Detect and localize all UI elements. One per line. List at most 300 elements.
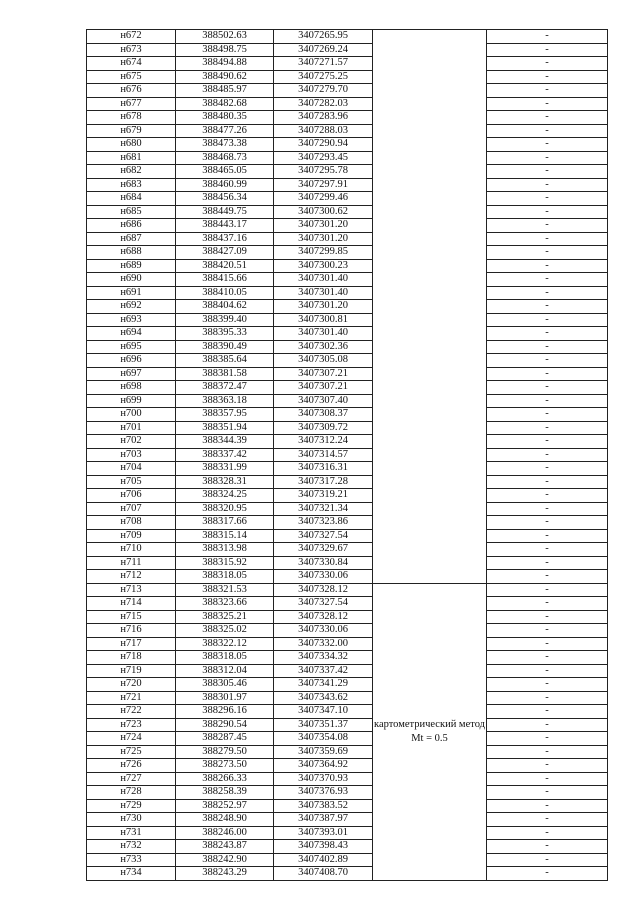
point-id-cell: н724	[87, 732, 176, 746]
x-coordinate-cell: 388456.34	[176, 192, 274, 206]
point-id-cell: н721	[87, 691, 176, 705]
x-coordinate-cell: 388317.66	[176, 516, 274, 530]
dash-cell: -	[487, 745, 608, 759]
dash-cell: -	[487, 70, 608, 84]
y-coordinate-cell: 3407302.36	[274, 340, 373, 354]
point-id-cell: н723	[87, 718, 176, 732]
dash-cell: -	[487, 718, 608, 732]
table-row	[87, 178, 608, 192]
table-row	[87, 394, 608, 408]
y-coordinate-cell: 3407334.32	[274, 651, 373, 665]
dash-cell: -	[487, 300, 608, 314]
table-row	[87, 57, 608, 71]
y-coordinate-cell: 3407265.95	[274, 30, 373, 44]
table-row	[87, 853, 608, 867]
coordinates-sheet	[86, 29, 604, 881]
x-coordinate-cell: 388465.05	[176, 165, 274, 179]
y-coordinate-cell: 3407319.21	[274, 489, 373, 503]
table-row	[87, 219, 608, 233]
dash-cell: -	[487, 286, 608, 300]
x-coordinate-cell: 388351.94	[176, 421, 274, 435]
y-coordinate-cell: 3407301.40	[274, 286, 373, 300]
x-coordinate-cell: 388313.98	[176, 543, 274, 557]
table-row	[87, 718, 608, 732]
table-row	[87, 826, 608, 840]
x-coordinate-cell: 388318.05	[176, 570, 274, 584]
x-coordinate-cell: 388287.45	[176, 732, 274, 746]
point-id-cell: н680	[87, 138, 176, 152]
y-coordinate-cell: 3407307.21	[274, 381, 373, 395]
y-coordinate-cell: 3407330.06	[274, 624, 373, 638]
point-id-cell: н684	[87, 192, 176, 206]
x-coordinate-cell: 388296.16	[176, 705, 274, 719]
dash-cell: -	[487, 124, 608, 138]
table-row	[87, 772, 608, 786]
point-id-cell: н712	[87, 570, 176, 584]
table-row	[87, 408, 608, 422]
table-row	[87, 516, 608, 530]
dash-cell: -	[487, 840, 608, 854]
point-id-cell: н706	[87, 489, 176, 503]
x-coordinate-cell: 388248.90	[176, 813, 274, 827]
point-id-cell: н705	[87, 475, 176, 489]
dash-cell: -	[487, 853, 608, 867]
y-coordinate-cell: 3407383.52	[274, 799, 373, 813]
table-row	[87, 867, 608, 881]
dash-cell: -	[487, 394, 608, 408]
table-row	[87, 259, 608, 273]
dash-cell: -	[487, 381, 608, 395]
table-row	[87, 583, 608, 597]
x-coordinate-cell: 388473.38	[176, 138, 274, 152]
y-coordinate-cell: 3407347.10	[274, 705, 373, 719]
x-coordinate-cell: 388437.16	[176, 232, 274, 246]
dash-cell: -	[487, 516, 608, 530]
x-coordinate-cell: 388410.05	[176, 286, 274, 300]
table-row	[87, 165, 608, 179]
dash-cell: -	[487, 151, 608, 165]
x-coordinate-cell: 388498.75	[176, 43, 274, 57]
dash-cell: -	[487, 219, 608, 233]
point-id-cell: н731	[87, 826, 176, 840]
point-id-cell: н685	[87, 205, 176, 219]
dash-cell: -	[487, 624, 608, 638]
x-coordinate-cell: 388305.46	[176, 678, 274, 692]
y-coordinate-cell: 3407359.69	[274, 745, 373, 759]
y-coordinate-cell: 3407332.00	[274, 637, 373, 651]
point-id-cell: н726	[87, 759, 176, 773]
y-coordinate-cell: 3407290.94	[274, 138, 373, 152]
x-coordinate-cell: 388502.63	[176, 30, 274, 44]
x-coordinate-cell: 388252.97	[176, 799, 274, 813]
x-coordinate-cell: 388363.18	[176, 394, 274, 408]
point-id-cell: н675	[87, 70, 176, 84]
y-coordinate-cell: 3407323.86	[274, 516, 373, 530]
y-coordinate-cell: 3407295.78	[274, 165, 373, 179]
point-id-cell: н710	[87, 543, 176, 557]
y-coordinate-cell: 3407301.20	[274, 232, 373, 246]
table-row	[87, 705, 608, 719]
dash-cell: -	[487, 340, 608, 354]
point-id-cell: н681	[87, 151, 176, 165]
dash-cell: -	[487, 867, 608, 881]
y-coordinate-cell: 3407330.84	[274, 556, 373, 570]
table-row	[87, 313, 608, 327]
point-id-cell: н711	[87, 556, 176, 570]
table-row	[87, 664, 608, 678]
y-coordinate-cell: 3407300.81	[274, 313, 373, 327]
y-coordinate-cell: 3407321.34	[274, 502, 373, 516]
dash-cell: -	[487, 664, 608, 678]
table-row	[87, 745, 608, 759]
table-row	[87, 840, 608, 854]
point-id-cell: н672	[87, 30, 176, 44]
point-id-cell: н727	[87, 772, 176, 786]
method-label: картометрический метод Mt = 0.5	[374, 718, 485, 744]
y-coordinate-cell: 3407301.40	[274, 273, 373, 287]
table-row	[87, 462, 608, 476]
y-coordinate-cell: 3407408.70	[274, 867, 373, 881]
table-row	[87, 637, 608, 651]
table-row	[87, 786, 608, 800]
x-coordinate-cell: 388381.58	[176, 367, 274, 381]
table-row	[87, 435, 608, 449]
y-coordinate-cell: 3407330.06	[274, 570, 373, 584]
y-coordinate-cell: 3407293.45	[274, 151, 373, 165]
x-coordinate-cell: 388266.33	[176, 772, 274, 786]
x-coordinate-cell: 388485.97	[176, 84, 274, 98]
x-coordinate-cell: 388494.88	[176, 57, 274, 71]
y-coordinate-cell: 3407312.24	[274, 435, 373, 449]
dash-cell: -	[487, 543, 608, 557]
y-coordinate-cell: 3407351.37	[274, 718, 373, 732]
dash-cell: -	[487, 475, 608, 489]
table-row	[87, 246, 608, 260]
table-row	[87, 678, 608, 692]
point-id-cell: н700	[87, 408, 176, 422]
dash-cell: -	[487, 597, 608, 611]
table-row	[87, 610, 608, 624]
table-row	[87, 732, 608, 746]
x-coordinate-cell: 388460.99	[176, 178, 274, 192]
y-coordinate-cell: 3407307.21	[274, 367, 373, 381]
point-id-cell: н701	[87, 421, 176, 435]
x-coordinate-cell: 388322.12	[176, 637, 274, 651]
x-coordinate-cell: 388324.25	[176, 489, 274, 503]
y-coordinate-cell: 3407282.03	[274, 97, 373, 111]
point-id-cell: н677	[87, 97, 176, 111]
x-coordinate-cell: 388258.39	[176, 786, 274, 800]
point-id-cell: н733	[87, 853, 176, 867]
dash-cell: -	[487, 759, 608, 773]
y-coordinate-cell: 3407387.97	[274, 813, 373, 827]
x-coordinate-cell: 388372.47	[176, 381, 274, 395]
table-row	[87, 30, 608, 44]
dash-cell: -	[487, 826, 608, 840]
dash-cell: -	[487, 43, 608, 57]
y-coordinate-cell: 3407279.70	[274, 84, 373, 98]
point-id-cell: н692	[87, 300, 176, 314]
x-coordinate-cell: 388443.17	[176, 219, 274, 233]
dash-cell: -	[487, 111, 608, 125]
coordinates-table-body	[87, 30, 608, 881]
x-coordinate-cell: 388315.92	[176, 556, 274, 570]
x-coordinate-cell: 388290.54	[176, 718, 274, 732]
dash-cell: -	[487, 273, 608, 287]
point-id-cell: н688	[87, 246, 176, 260]
y-coordinate-cell: 3407288.03	[274, 124, 373, 138]
table-row	[87, 70, 608, 84]
x-coordinate-cell: 388449.75	[176, 205, 274, 219]
x-coordinate-cell: 388246.00	[176, 826, 274, 840]
y-coordinate-cell: 3407316.31	[274, 462, 373, 476]
dash-cell: -	[487, 327, 608, 341]
point-id-cell: н696	[87, 354, 176, 368]
table-row	[87, 43, 608, 57]
table-row	[87, 300, 608, 314]
table-row	[87, 759, 608, 773]
y-coordinate-cell: 3407308.37	[274, 408, 373, 422]
point-id-cell: н693	[87, 313, 176, 327]
y-coordinate-cell: 3407327.54	[274, 597, 373, 611]
x-coordinate-cell: 388323.66	[176, 597, 274, 611]
y-coordinate-cell: 3407283.96	[274, 111, 373, 125]
point-id-cell: н722	[87, 705, 176, 719]
table-row	[87, 381, 608, 395]
point-id-cell: н732	[87, 840, 176, 854]
x-coordinate-cell: 388468.73	[176, 151, 274, 165]
table-row	[87, 340, 608, 354]
point-id-cell: н676	[87, 84, 176, 98]
point-id-cell: н717	[87, 637, 176, 651]
table-row	[87, 97, 608, 111]
point-id-cell: н687	[87, 232, 176, 246]
y-coordinate-cell: 3407271.57	[274, 57, 373, 71]
dash-cell: -	[487, 57, 608, 71]
point-id-cell: н694	[87, 327, 176, 341]
y-coordinate-cell: 3407297.91	[274, 178, 373, 192]
x-coordinate-cell: 388404.62	[176, 300, 274, 314]
x-coordinate-cell: 388337.42	[176, 448, 274, 462]
table-row	[87, 813, 608, 827]
table-row	[87, 529, 608, 543]
x-coordinate-cell: 388344.39	[176, 435, 274, 449]
y-coordinate-cell: 3407393.01	[274, 826, 373, 840]
y-coordinate-cell: 3407301.20	[274, 300, 373, 314]
y-coordinate-cell: 3407299.85	[274, 246, 373, 260]
point-id-cell: н709	[87, 529, 176, 543]
y-coordinate-cell: 3407328.12	[274, 610, 373, 624]
dash-cell: -	[487, 313, 608, 327]
x-coordinate-cell: 388420.51	[176, 259, 274, 273]
x-coordinate-cell: 388325.02	[176, 624, 274, 638]
dash-cell: -	[487, 192, 608, 206]
point-id-cell: н682	[87, 165, 176, 179]
dash-cell: -	[487, 799, 608, 813]
dash-cell: -	[487, 462, 608, 476]
x-coordinate-cell: 388399.40	[176, 313, 274, 327]
point-id-cell: н703	[87, 448, 176, 462]
table-row	[87, 502, 608, 516]
table-row	[87, 273, 608, 287]
dash-cell: -	[487, 138, 608, 152]
dash-cell: -	[487, 691, 608, 705]
x-coordinate-cell: 388243.87	[176, 840, 274, 854]
point-id-cell: н691	[87, 286, 176, 300]
dash-cell: -	[487, 732, 608, 746]
table-row	[87, 205, 608, 219]
dash-cell: -	[487, 651, 608, 665]
dash-cell: -	[487, 259, 608, 273]
x-coordinate-cell: 388279.50	[176, 745, 274, 759]
dash-cell: -	[487, 421, 608, 435]
point-id-cell: н707	[87, 502, 176, 516]
table-row	[87, 192, 608, 206]
dash-cell: -	[487, 570, 608, 584]
dash-cell: -	[487, 246, 608, 260]
point-id-cell: н678	[87, 111, 176, 125]
table-row	[87, 543, 608, 557]
x-coordinate-cell: 388318.05	[176, 651, 274, 665]
point-id-cell: н673	[87, 43, 176, 57]
dash-cell: -	[487, 705, 608, 719]
table-row	[87, 367, 608, 381]
y-coordinate-cell: 3407305.08	[274, 354, 373, 368]
point-id-cell: н713	[87, 583, 176, 597]
dash-cell: -	[487, 583, 608, 597]
dash-cell: -	[487, 813, 608, 827]
y-coordinate-cell: 3407301.40	[274, 327, 373, 341]
table-row	[87, 489, 608, 503]
dash-cell: -	[487, 502, 608, 516]
point-id-cell: н719	[87, 664, 176, 678]
table-row	[87, 799, 608, 813]
table-row	[87, 570, 608, 584]
point-id-cell: н686	[87, 219, 176, 233]
y-coordinate-cell: 3407269.24	[274, 43, 373, 57]
point-id-cell: н720	[87, 678, 176, 692]
table-row	[87, 327, 608, 341]
y-coordinate-cell: 3407301.20	[274, 219, 373, 233]
point-id-cell: н702	[87, 435, 176, 449]
x-coordinate-cell: 388320.95	[176, 502, 274, 516]
table-row	[87, 651, 608, 665]
y-coordinate-cell: 3407354.08	[274, 732, 373, 746]
x-coordinate-cell: 388480.35	[176, 111, 274, 125]
x-coordinate-cell: 388390.49	[176, 340, 274, 354]
x-coordinate-cell: 388312.04	[176, 664, 274, 678]
y-coordinate-cell: 3407307.40	[274, 394, 373, 408]
dash-cell: -	[487, 30, 608, 44]
dash-cell: -	[487, 489, 608, 503]
table-row	[87, 232, 608, 246]
x-coordinate-cell: 388477.26	[176, 124, 274, 138]
table-row	[87, 556, 608, 570]
table-row	[87, 691, 608, 705]
point-id-cell: н697	[87, 367, 176, 381]
point-id-cell: н728	[87, 786, 176, 800]
method-cell-empty	[373, 30, 487, 584]
dash-cell: -	[487, 232, 608, 246]
point-id-cell: н674	[87, 57, 176, 71]
table-row	[87, 624, 608, 638]
y-coordinate-cell: 3407317.28	[274, 475, 373, 489]
dash-cell: -	[487, 448, 608, 462]
dash-cell: -	[487, 97, 608, 111]
point-id-cell: н695	[87, 340, 176, 354]
y-coordinate-cell: 3407376.93	[274, 786, 373, 800]
x-coordinate-cell: 388273.50	[176, 759, 274, 773]
point-id-cell: н689	[87, 259, 176, 273]
point-id-cell: н716	[87, 624, 176, 638]
y-coordinate-cell: 3407299.46	[274, 192, 373, 206]
x-coordinate-cell: 388331.99	[176, 462, 274, 476]
dash-cell: -	[487, 408, 608, 422]
x-coordinate-cell: 388482.68	[176, 97, 274, 111]
table-row	[87, 354, 608, 368]
coordinates-table	[86, 29, 608, 881]
table-row	[87, 111, 608, 125]
x-coordinate-cell: 388385.64	[176, 354, 274, 368]
y-coordinate-cell: 3407327.54	[274, 529, 373, 543]
table-row	[87, 475, 608, 489]
point-id-cell: н730	[87, 813, 176, 827]
y-coordinate-cell: 3407337.42	[274, 664, 373, 678]
table-row	[87, 124, 608, 138]
dash-cell: -	[487, 772, 608, 786]
y-coordinate-cell: 3407398.43	[274, 840, 373, 854]
point-id-cell: н690	[87, 273, 176, 287]
x-coordinate-cell: 388242.90	[176, 853, 274, 867]
dash-cell: -	[487, 367, 608, 381]
y-coordinate-cell: 3407370.93	[274, 772, 373, 786]
point-id-cell: н715	[87, 610, 176, 624]
x-coordinate-cell: 388357.95	[176, 408, 274, 422]
y-coordinate-cell: 3407309.72	[274, 421, 373, 435]
dash-cell: -	[487, 84, 608, 98]
point-id-cell: н698	[87, 381, 176, 395]
dash-cell: -	[487, 529, 608, 543]
x-coordinate-cell: 388328.31	[176, 475, 274, 489]
table-row	[87, 448, 608, 462]
dash-cell: -	[487, 165, 608, 179]
y-coordinate-cell: 3407314.57	[274, 448, 373, 462]
x-coordinate-cell: 388315.14	[176, 529, 274, 543]
dash-cell: -	[487, 205, 608, 219]
y-coordinate-cell: 3407300.62	[274, 205, 373, 219]
point-id-cell: н718	[87, 651, 176, 665]
table-row	[87, 597, 608, 611]
table-row	[87, 151, 608, 165]
table-row	[87, 286, 608, 300]
dash-cell: -	[487, 178, 608, 192]
point-id-cell: н683	[87, 178, 176, 192]
method-cell	[373, 583, 487, 880]
point-id-cell: н708	[87, 516, 176, 530]
x-coordinate-cell: 388321.53	[176, 583, 274, 597]
y-coordinate-cell: 3407329.67	[274, 543, 373, 557]
y-coordinate-cell: 3407343.62	[274, 691, 373, 705]
x-coordinate-cell: 388415.66	[176, 273, 274, 287]
dash-cell: -	[487, 637, 608, 651]
point-id-cell: н714	[87, 597, 176, 611]
point-id-cell: н679	[87, 124, 176, 138]
x-coordinate-cell: 388243.29	[176, 867, 274, 881]
y-coordinate-cell: 3407328.12	[274, 583, 373, 597]
table-row	[87, 84, 608, 98]
x-coordinate-cell: 388395.33	[176, 327, 274, 341]
dash-cell: -	[487, 786, 608, 800]
